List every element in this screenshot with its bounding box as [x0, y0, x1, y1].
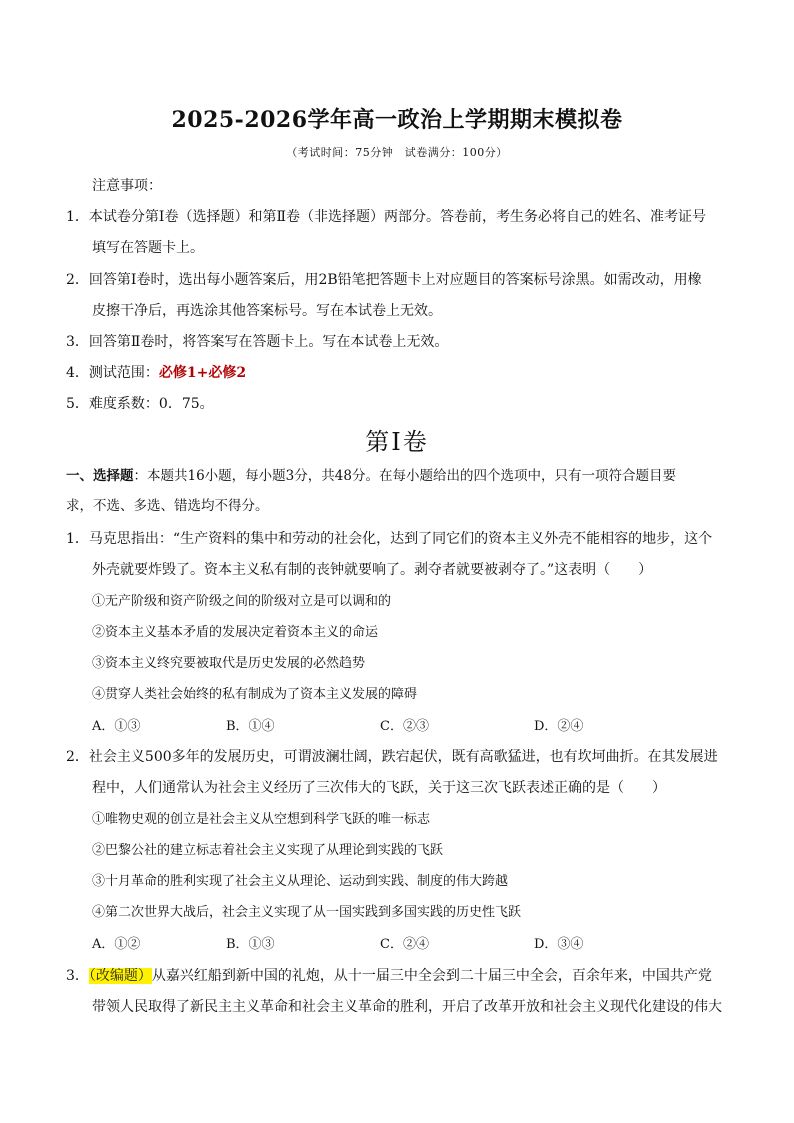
notice-num: 1．: [66, 209, 89, 225]
question-3: [66, 966, 712, 986]
question-num: 3．: [66, 968, 89, 984]
question-stem: 马克思指出：“生产资料的集中和劳动的社会化，达到了同它们的资本主义外壳不能相容的地步，这个: [88, 531, 713, 547]
notice-text: 回答第Ⅰ卷时，选出每小题答案后，用2B铅笔把答题卡上对应题目的答案标号涂黑。如需改动，用橡: [88, 272, 702, 288]
question-num: 1．: [66, 531, 89, 547]
notice-text: 回答第Ⅱ卷时，将答案写在答题卡上。写在本试卷上无效。: [88, 334, 449, 350]
question-2-statement-2: ②巴黎公社的建立标志着社会主义实现了从理论到实践的飞跃: [92, 843, 444, 858]
section-intro-text: ：本题共16小题，每小题3分，共48分。在每小题给出的四个选项中，只有一项符合题目要: [133, 468, 676, 484]
question-1-choice-a: A．①③: [92, 719, 141, 734]
question-2-choice-d: D．③④: [534, 937, 584, 952]
question-2-cont: 程中，人们通常认为社会主义经历了三次伟大的飞跃，关于这三次飞跃表述正确的是（ ）: [92, 780, 666, 796]
notice-num: 3．: [66, 334, 89, 350]
question-1-statement-1: ①无产阶级和资产阶级之间的阶级对立是可以调和的: [92, 594, 392, 609]
question-2-choice-c: C．②④: [380, 937, 429, 952]
notice-num: 4．: [66, 365, 89, 381]
section-intro-cont: 求，不选、多选、错选均不得分。: [66, 498, 269, 514]
notice-item-3: [66, 332, 448, 352]
notice-num: 5．: [66, 396, 89, 412]
question-1-choice-b: B．①④: [226, 719, 275, 734]
question-num: 2．: [66, 749, 89, 765]
adapted-tag: （改编题）: [88, 968, 152, 984]
question-2-choice-b: B．①③: [226, 937, 275, 952]
question-2: [66, 747, 718, 767]
question-2-statement-1: ①唯物史观的创立是社会主义从空想到科学飞跃的唯一标志: [92, 812, 431, 827]
question-1-statement-2: ②资本主义基本矛盾的发展决定着资本主义的命运: [92, 625, 379, 640]
question-1-choice-d: D．②④: [534, 719, 584, 734]
section-title: 第Ⅰ卷: [365, 428, 429, 456]
notice-text: 本试卷分第Ⅰ卷（选择题）和第Ⅱ卷（非选择题）两部分。答卷前，考生务必将自己的姓名、准考证号: [88, 209, 706, 225]
question-2-statement-3: ③十月革命的胜利实现了社会主义从理论、运动到实践、制度的伟大跨越: [92, 874, 509, 889]
notice-text: 测试范围：: [88, 365, 159, 381]
question-stem: 从嘉兴红船到新中国的礼炮，从十一届三中全会到二十届三中全会，百余年来，中国共产党: [151, 968, 712, 984]
question-1: [66, 529, 712, 549]
section-intro: [66, 466, 676, 486]
exam-subtitle: （考试时间：75分钟 试卷满分：100分）: [286, 146, 508, 159]
notice-num: 2．: [66, 272, 89, 288]
notice-item-1-cont: 填写在答题卡上。: [92, 240, 204, 256]
question-1-statement-3: ③资本主义终究要被取代是历史发展的必然趋势: [92, 656, 366, 671]
section-intro-label: 一、选择题: [66, 468, 134, 484]
notice-item-5: [66, 394, 214, 414]
question-2-choice-a: A．①②: [92, 937, 141, 952]
question-stem: 社会主义500多年的发展历史，可谓波澜壮阔，跌宕起伏，既有高歌猛进，也有坎坷曲折。在其发展进: [88, 749, 718, 765]
question-1-choice-c: C．②③: [380, 719, 429, 734]
notice-item-2: [66, 270, 702, 290]
notice-heading: 注意事项：: [92, 178, 162, 194]
notice-text: 难度系数：0．75。: [88, 396, 214, 412]
notice-item-4: [66, 363, 246, 383]
exam-title: 2025-2026学年高一政治上学期期末模拟卷: [171, 107, 623, 133]
question-2-statement-4: ④第二次世界大战后，社会主义实现了从一国实践到多国实践的历史性飞跃: [92, 905, 522, 920]
notice-item-1: [66, 207, 706, 227]
test-scope: 必修1+必修2: [158, 365, 247, 381]
notice-item-2-cont: 皮擦干净后，再选涂其他答案标号。写在本试卷上无效。: [92, 303, 442, 319]
question-3-cont: 带领人民取得了新民主主义革命和社会主义革命的胜利，开启了改革开放和社会主义现代化建设的伟大: [92, 999, 722, 1015]
question-1-cont: 外壳就要炸毁了。资本主义私有制的丧钟就要响了。剥夺者就要被剥夺了。”这表明（ ）: [92, 562, 653, 578]
question-1-statement-4: ④贯穿人类社会始终的私有制成为了资本主义发展的障碍: [92, 687, 418, 702]
